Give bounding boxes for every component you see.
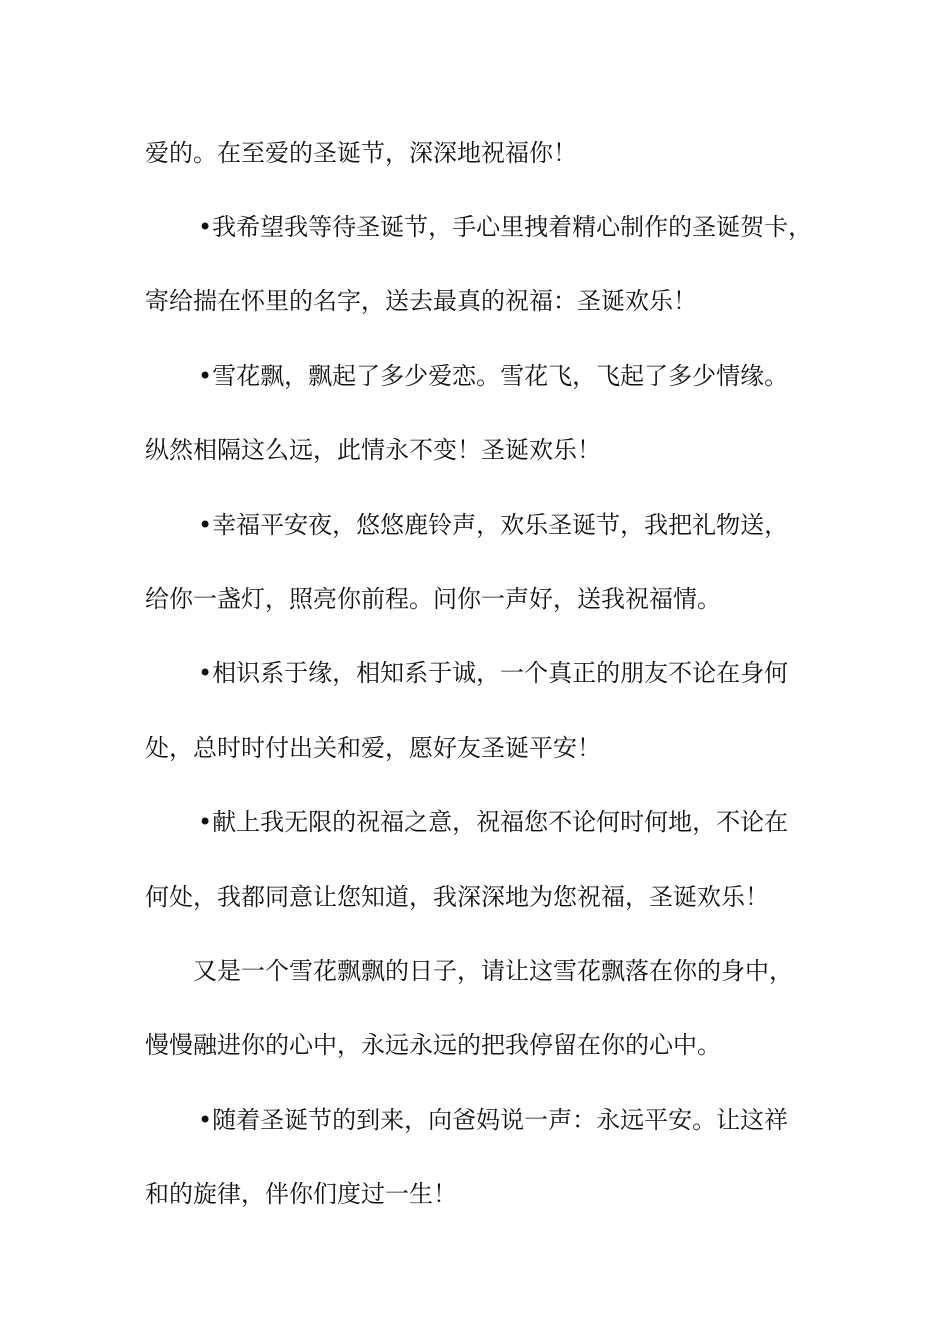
paragraph-line: 又是一个雪花飘飘的日子，请让这雪花飘落在你的身中， xyxy=(193,957,793,985)
text-line: 爱的。在至爱的圣诞节，深深地祝福你！ xyxy=(145,139,577,167)
text-line: 给你一盏灯，照亮你前程。问你一声好，送我祝福情。 xyxy=(145,585,721,613)
bullet-line: •雪花飘，飘起了多少爱恋。雪花飞，飞起了多少情缘。 xyxy=(198,362,789,390)
text-line: 和的旋律，伴你们度过一生！ xyxy=(145,1180,457,1208)
bullet-line: •献上我无限的祝福之意，祝福您不论何时何地，不论在 xyxy=(198,808,789,836)
text-line: 纵然相隔这么远，此情永不变！圣诞欢乐！ xyxy=(145,436,601,464)
text-line: 处，总时时付出关和爱，愿好友圣诞平安！ xyxy=(145,734,601,762)
bullet-line: •随着圣诞节的到来，向爸妈说一声：永远平安。让这祥 xyxy=(198,1106,789,1134)
bullet-line: •我希望我等待圣诞节，手心里拽着精心制作的圣诞贺卡， xyxy=(198,213,813,241)
bullet-line: •相识系于缘，相知系于诚，一个真正的朋友不论在身何 xyxy=(198,659,789,687)
text-line: 慢慢融进你的心中，永远永远的把我停留在你的心中。 xyxy=(145,1031,721,1059)
bullet-line: •幸福平安夜，悠悠鹿铃声，欢乐圣诞节，我把礼物送， xyxy=(198,511,789,539)
text-line: 寄给揣在怀里的名字，送去最真的祝福：圣诞欢乐！ xyxy=(145,287,697,315)
text-line: 何处，我都同意让您知道，我深深地为您祝福，圣诞欢乐！ xyxy=(145,883,769,911)
